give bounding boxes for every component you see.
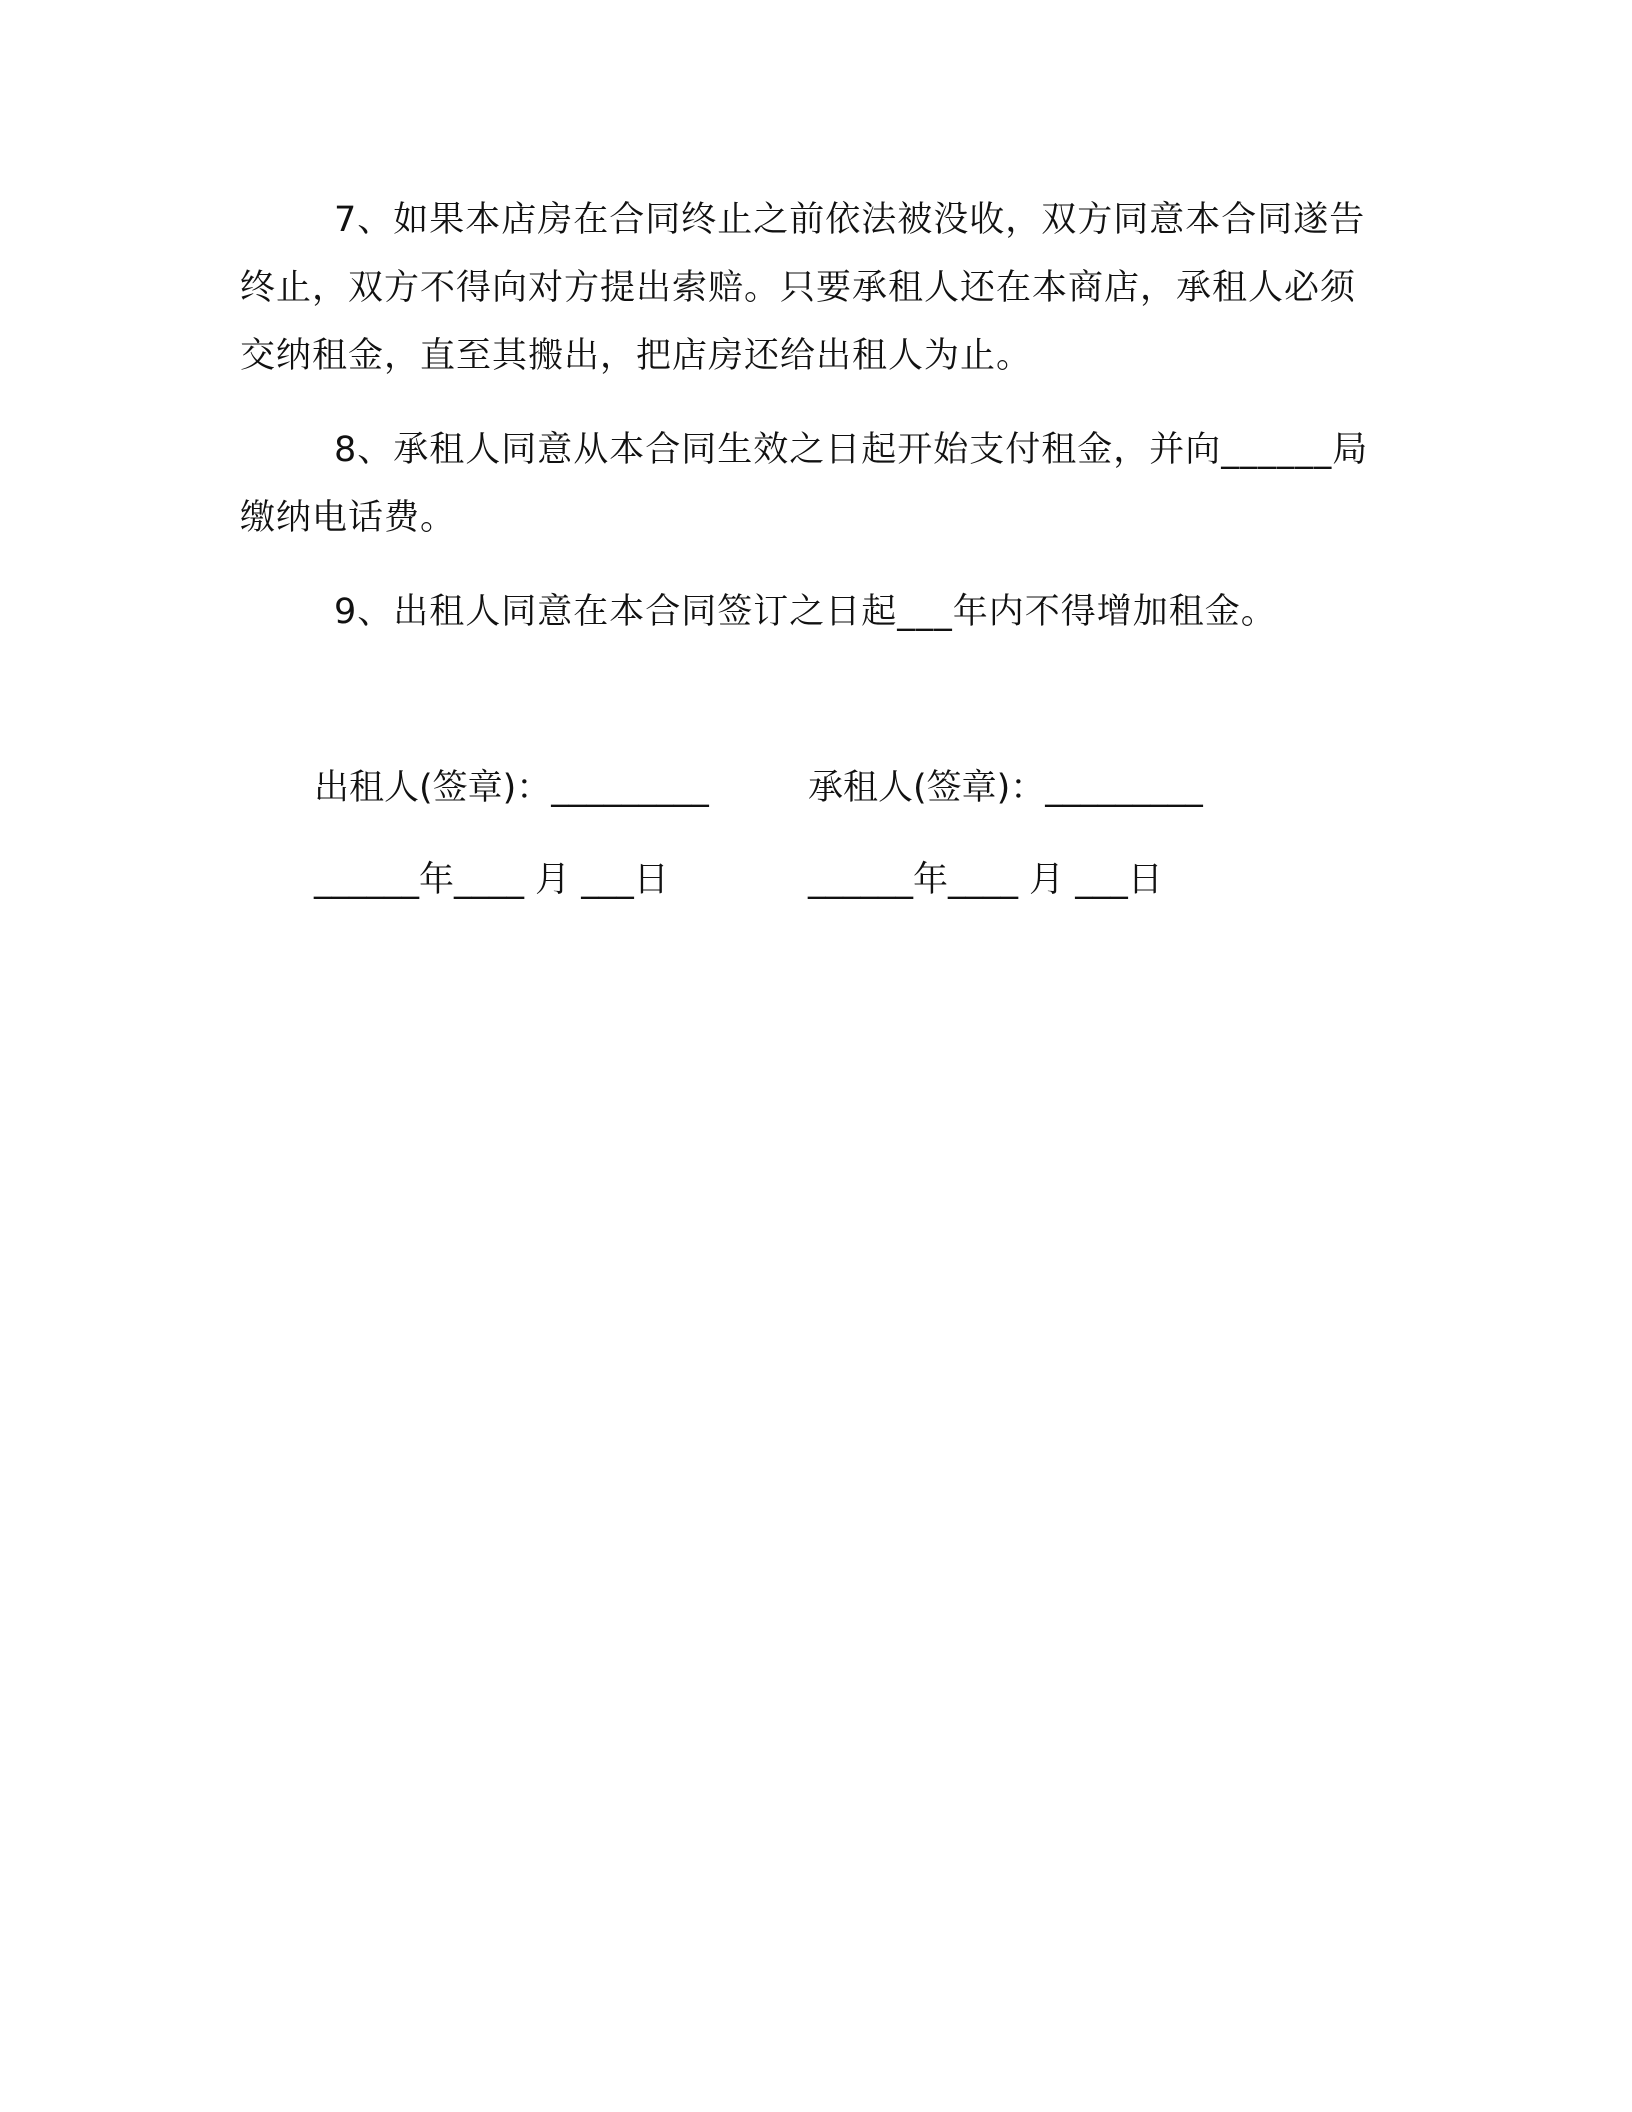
clause-7: 7、如果本店房在合同终止之前依法被没收，双方同意本合同遂告终止，双方不得向对方提出索赔。只要承租人还在本商店，承租人必须交纳租金，直至其搬出，把店房还给出租人为止。: [240, 200, 1366, 376]
signature-row: [314, 760, 1314, 816]
signature-block: [314, 760, 1314, 908]
contract-clauses: [240, 186, 1380, 672]
lessee-signature-line: 承租人(签章)：_________: [808, 768, 1203, 808]
clause-9: 9、出租人同意在本合同签订之日起___年内不得增加租金。: [334, 592, 1277, 632]
date-row: [314, 852, 1314, 908]
lessor-date-line: ______年____ 月 ___日: [314, 860, 669, 900]
clause-8: 8、承租人同意从本合同生效之日起开始支付租金，并向______局缴纳电话费。: [240, 430, 1369, 538]
lessor-signature-line: 出租人(签章)：_________: [314, 768, 709, 808]
lessee-date-line: ______年____ 月 ___日: [808, 860, 1163, 900]
